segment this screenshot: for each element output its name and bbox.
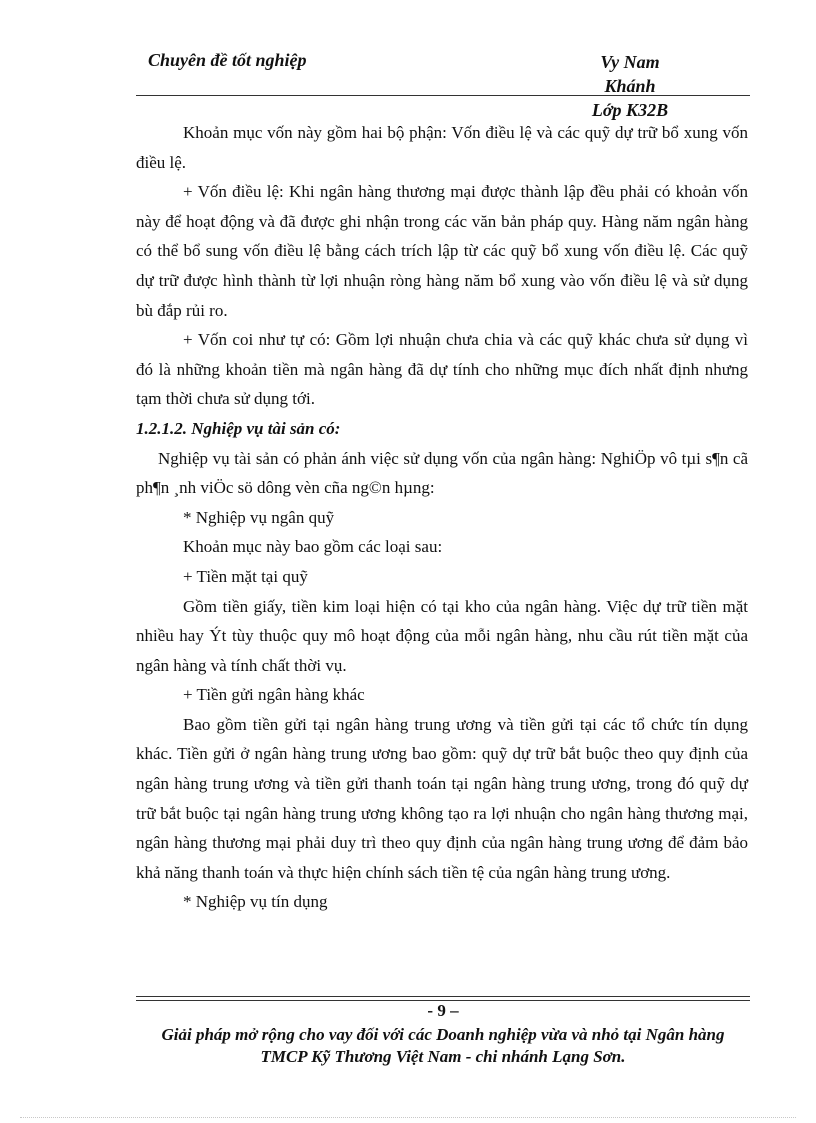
page-number: - 9 –: [427, 1001, 459, 1020]
header-doc-type: Chuyên đề tốt nghiệp: [148, 50, 307, 70]
paragraph: Khoản mục vốn này gồm hai bộ phận: Vốn điều lệ và các quỹ dự trữ bổ xung vốn điều lệ.: [136, 123, 748, 172]
paragraph: Bao gồm tiền gửi tại ngân hàng trung ương và tiền gửi tại các tổ chức tín dụng khác. Tiền gửi ở ngân hàng trung ương bao gồm: quỹ dự trữ bắt buộc theo quy định của ngân hàng trung ương và tiền gửi thanh toán tại ngân hàng trung ương, trong đó quỹ dự trữ bắt buộc tại ngân hàng trung ương không tạo ra lợi nhuận cho ngân hàng thương mại, ngân hàng thương mại phải duy trì theo quy định của ngân hàng trung ương để đảm bảo khả năng thanh toán và thực hiện chính sách tiền tệ của ngân hàng trung ương.: [136, 714, 748, 882]
section-heading: 1.2.1.2. Nghiệp vụ tài sản có:: [136, 418, 341, 438]
header-author-name: Vy Nam Khánh: [600, 52, 660, 96]
paragraph: + Tiền mặt tại quỹ: [183, 566, 308, 586]
header-author-block: [575, 50, 685, 122]
paragraph: + Vốn coi như tự có: Gồm lợi nhuận chưa chia và các quỹ khác chưa sử dụng vì đó là những khoản tiền mà ngân hàng đã dự tính cho những mục đích nhất định nhưng tạm thời chưa sử dụng tới.: [136, 330, 748, 409]
page-body: [136, 118, 748, 917]
paragraph: + Vốn điều lệ: Khi ngân hàng thương mại được thành lập đều phải có khoản vốn này để hoạt động và đã được ghi nhận trong các văn bản pháp quy. Hàng năm ngân hàng có thể bổ sung vốn điều lệ bằng cách trích lập từ các quỹ bổ xung vốn điều lệ. Các quỹ dự trữ được hình thành từ lợi nhuận ròng hàng năm bổ xung vào vốn điều lệ và sử dụng bù đắp rủi ro.: [136, 182, 748, 320]
paragraph: * Nghiệp vụ tín dụng: [183, 892, 328, 912]
header-class: Lớp K32B: [591, 100, 669, 120]
footer-thesis-title: Giải pháp mở rộng cho vay đối với các Doanh nghiệp vừa và nhỏ tại Ngân hàng TMCP Kỹ Thương Việt Nam - chi nhánh Lạng Sơn.: [161, 1025, 725, 1066]
paragraph: Khoản mục này bao gồm các loại sau:: [183, 537, 443, 557]
page-edge: [20, 1117, 796, 1118]
paragraph: Nghiệp vụ tài sản có phản ánh việc sử dụng vốn của ngân hàng: NghiÖp vô tµi s¶n cã ph¶n ¸nh viÖc sö dông vèn cña ng©n hµng:: [136, 448, 748, 498]
paragraph: Gồm tiền giấy, tiền kim loại hiện có tại kho của ngân hàng. Việc dự trữ tiền mặt nhiều hay Ýt tùy thuộc quy mô hoạt động của mỗi ngân hàng, nhu cầu rút tiền mặt của ngân hàng và tính chất thời vụ.: [136, 596, 748, 675]
header-divider: [136, 95, 750, 96]
paragraph: * Nghiệp vụ ngân quỹ: [183, 507, 335, 527]
paragraph: + Tiền gửi ngân hàng khác: [183, 685, 365, 705]
